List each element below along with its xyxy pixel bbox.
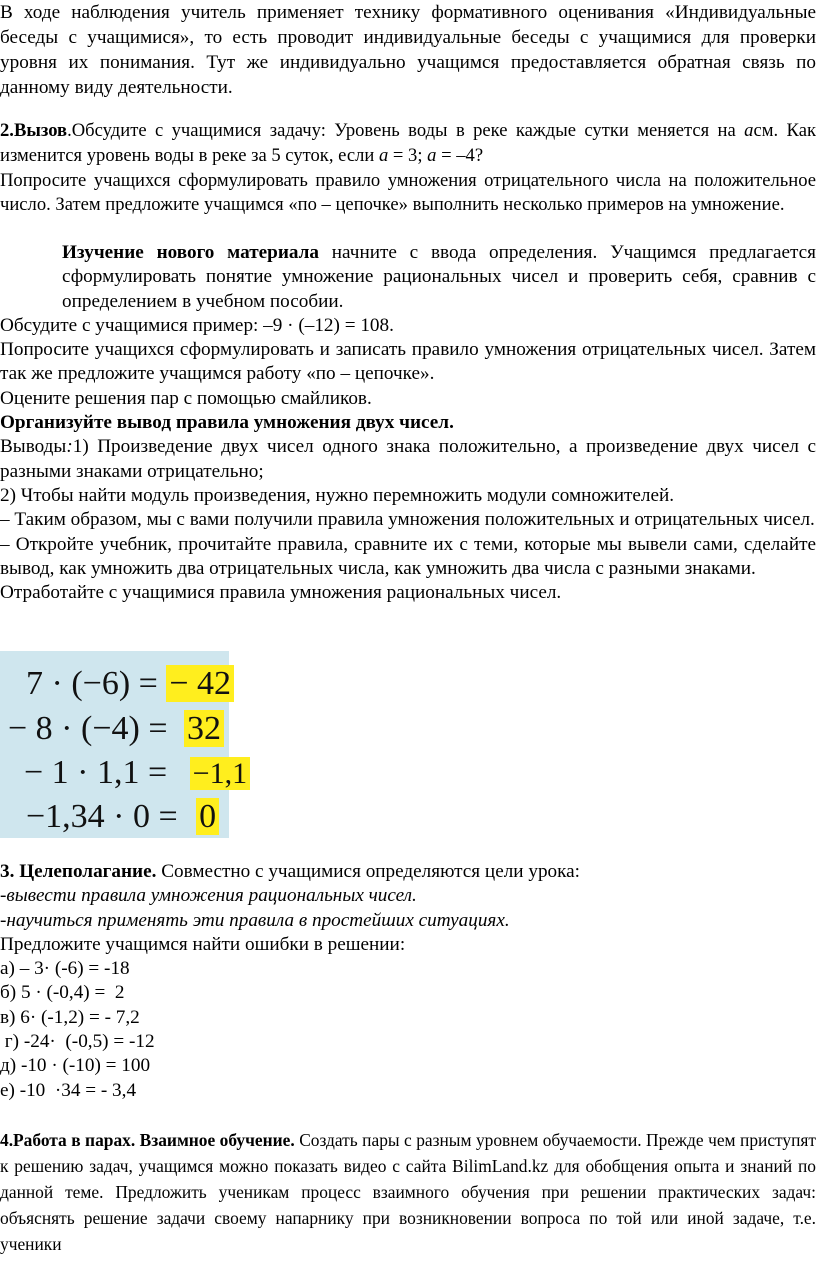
cond1-var: а [378, 144, 389, 166]
goal-setting-text: Совместно с учащимися определяются цели урока: [156, 861, 581, 882]
section-3-heading: 3. Целеполагание. [0, 861, 157, 882]
section-2 [0, 119, 816, 218]
cond2-var: а [427, 144, 437, 166]
math-examples-image [0, 651, 248, 838]
rule-request-paragraph: Попросите учащихся сформулировать правило умножения отрицательного числа на положительное число. Затем предложите учащимся «по – цепочке» выполнить несколько примеров на умножение. [0, 169, 816, 216]
cond2-val: = –4? [436, 144, 484, 166]
math-line-1 [26, 665, 234, 703]
goal-1-text: -вывести правила умножения рациональных чисел. [0, 885, 417, 907]
goal-2 [0, 909, 816, 933]
task-text-mid: см. Как изменится уровень воды в реке за 5 суток, если [0, 120, 816, 166]
organize-heading: Организуйте вывод правила умножения двух чисел. [0, 412, 454, 434]
conclusions-label: Выводы [0, 436, 67, 458]
pair-work-text: Создать пары с разным уровнем обучаемости. Прежде чем приступят к решению задач, учащимся можно показать видео с сайта BilimLand.kz для обобщения опыта и знаний по данной теме. Предложить ученикам процесс взаимного обучения при решении практических задач: объяснять решение задачи своему напарнику при возникновении вопроса по той или иной задаче, т.е. ученики [0, 1130, 816, 1254]
intro-paragraph: В ходе наблюдения учитель применяет технику формативного оценивания «Индивидуальные беседы с учащимися», то есть проводит индивидуальные беседы с учащимися для проверки уровня их понимания. Тут же индивидуально учащимся предоставляется обратная связь по данному виду деятельности. [0, 2, 816, 98]
conclusion-1 [0, 435, 816, 484]
error-item-g: г) -24· (-0,5) = -12 [0, 1031, 155, 1053]
section-4-heading: 4.Работа в парах. Взаимное обучение. [0, 1130, 295, 1150]
math-answer-2: 32 [184, 710, 224, 747]
math-answer-1: − 42 [166, 665, 234, 702]
section-2-continued [0, 241, 816, 605]
error-item-v: в) 6· (-1,2) = - 7,2 [0, 1006, 140, 1028]
dash-paragraph-2: – Откройте учебник, прочитайте правила, сравните их с теми, которые мы вывели сами, сделайте вывод, как умножить два отрицательных числа, как умножить два числа с разными знаками. [0, 533, 816, 579]
negative-rule-paragraph: Попросите учащихся сформулировать и записать правило умножения отрицательных чисел. Затем так же предложите учащимся работу «по – цепочке». [0, 339, 816, 385]
var-a: а [744, 120, 754, 141]
math-answer-4: 0 [196, 798, 219, 835]
errors-intro: Предложите учащимся найти ошибки в решении: [0, 933, 406, 955]
new-material-heading: Изучение нового материала [62, 242, 319, 263]
error-item-d: д) -10 · (-10) = 100 [0, 1055, 151, 1077]
error-item-b: б) 5 · (-0,4) = 2 [0, 982, 125, 1004]
conclusions-colon: : [66, 436, 73, 458]
math-line-2 [8, 710, 224, 748]
conclusion-2: 2) Чтобы найти модуль произведения, нужно перемножить модули сомножителей. [0, 484, 675, 506]
new-material-paragraph [0, 241, 816, 314]
organize-line [0, 411, 816, 435]
dash-paragraph-1: – Таким образом, мы с вами получили правила умножения положительных и отрицательных чисел. [0, 509, 815, 531]
smileys-line: Оцените решения пар с помощью смайликов. [0, 387, 372, 409]
goal-setting-line [0, 860, 816, 884]
section-3 [0, 860, 816, 1103]
cond1-val: = 3; [388, 144, 428, 166]
task-text-before: .Обсудите с учащимися задачу: Уровень воды в реке каждые сутки меняется на [67, 120, 745, 141]
math-expr-3: − 1 · 1,1 = [24, 754, 176, 791]
pair-work-paragraph [0, 1127, 816, 1257]
goal-1 [0, 884, 816, 908]
error-item-e: е) -10 ·34 = - 3,4 [0, 1079, 137, 1101]
error-item-a: а) – 3· (-6) = -18 [0, 958, 130, 980]
new-material-text: начните с ввода определения. Учащимся предлагается сформулировать понятие умножение рациональных чисел и проверить себя, сравнив с определением в учебном пособии. [62, 242, 816, 312]
section-2-heading: 2.Вызов [0, 120, 68, 141]
math-expr-2: − 8 · (−4) = [8, 710, 176, 747]
goal-2-text: -научиться применять эти правила в простейших ситуациях. [0, 909, 510, 931]
section-4 [0, 1127, 816, 1257]
practice-line: Отработайте с учащимися правила умножения рациональных чисел. [0, 582, 562, 604]
conclusion-1-text: 1) Произведение двух чисел одного знака положительно, а произведение двух чисел с разными знаками отрицательно; [0, 436, 816, 482]
challenge-paragraph [0, 119, 816, 169]
math-line-4 [26, 798, 219, 836]
math-line-3 [24, 754, 250, 792]
math-expr-1: 7 · (−6) = [26, 665, 167, 702]
math-expr-4: −1,34 · 0 = [26, 798, 187, 835]
math-answer-3: −1,1 [190, 757, 250, 790]
example-line: Обсудите с учащимися пример: –9 · (–12) = 108. [0, 314, 394, 336]
